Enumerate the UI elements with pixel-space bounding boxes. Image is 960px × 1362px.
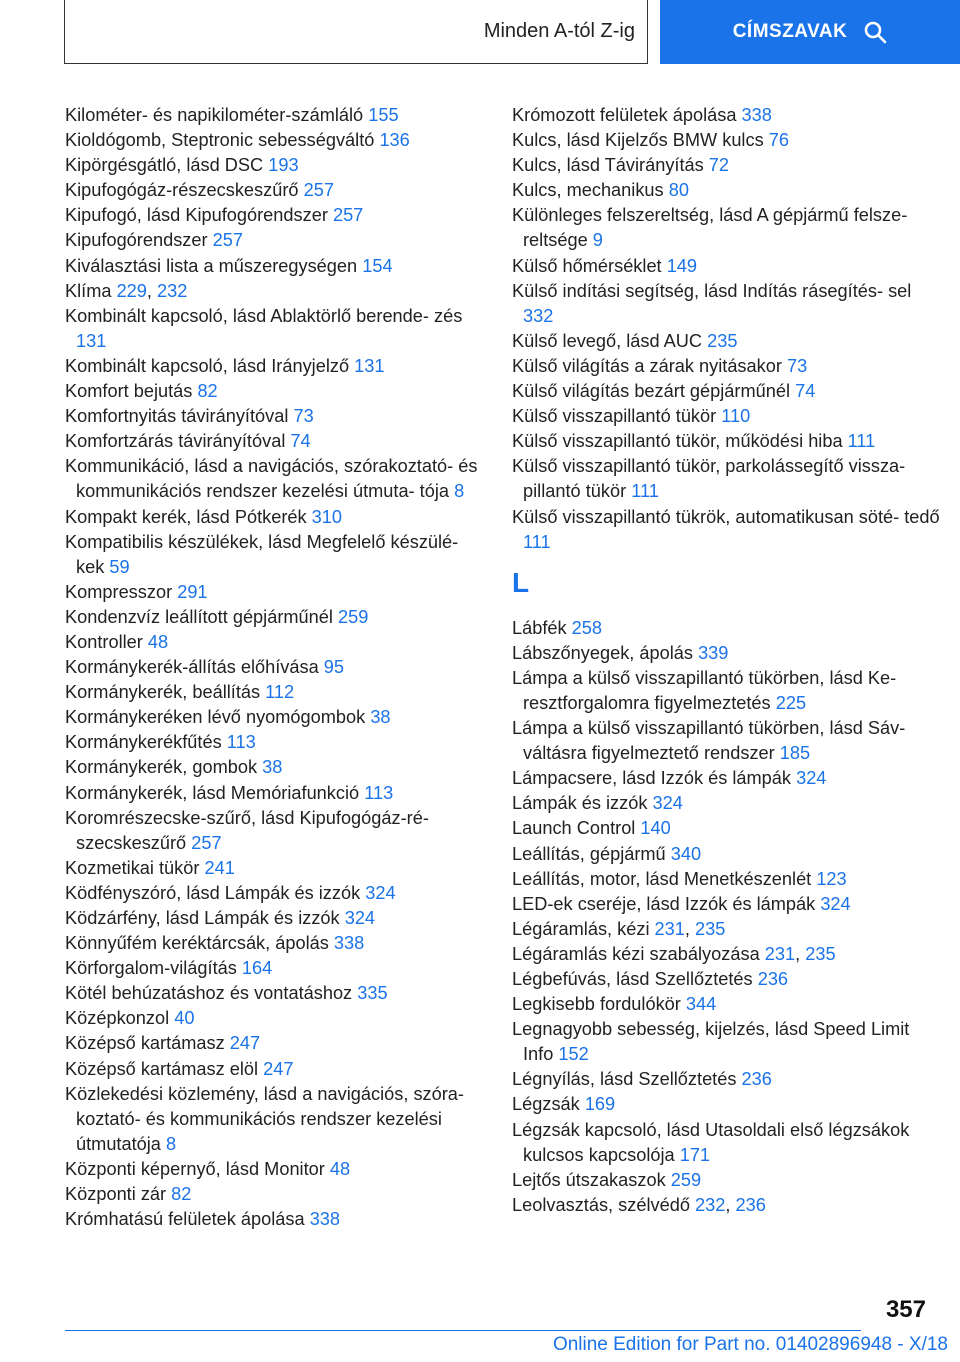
page-link[interactable]: 80 <box>668 180 689 201</box>
page-link[interactable]: 235 <box>707 330 738 351</box>
index-entry <box>512 1092 940 1117</box>
index-entry <box>512 766 940 791</box>
index-entry-text: Központi zár <box>65 1184 167 1205</box>
index-entry-text: Közlekedési közlemény, lásd a navigációs, szóra- koztató- és kommunikációs rendszer kezelési útmutatója <box>65 1083 464 1154</box>
index-entry <box>65 630 485 655</box>
index-entry-text: Lámpa a külső visszapillantó tükörben, lásd Sáv- váltásra figyelmeztető rendszer <box>512 718 906 764</box>
index-entry-text: Középső kartámasz <box>65 1033 225 1054</box>
index-entry-text: Kilométer- és napikilométer-számláló <box>65 105 364 125</box>
index-entry <box>65 153 485 178</box>
index-entry <box>65 680 485 705</box>
index-entry-text: Kormánykerék, lásd Memóriafunkció <box>65 782 360 803</box>
index-entry-text: Kompakt kerék, lásd Pótkerék <box>65 506 307 527</box>
index-entry <box>512 203 940 253</box>
page-link[interactable]: 232 <box>157 280 188 301</box>
page-link[interactable]: 247 <box>229 1033 261 1054</box>
index-entry <box>65 1157 485 1182</box>
tab-keywords[interactable] <box>660 0 960 64</box>
index-entry-text: Légzsák <box>512 1094 580 1115</box>
page-link[interactable]: 40 <box>174 1008 195 1029</box>
index-entry <box>65 655 485 680</box>
footer-edition-link[interactable]: Online Edition for Part no. 01402896948 - X/18 <box>552 1334 948 1355</box>
index-entry <box>512 379 940 404</box>
index-entry <box>512 716 940 766</box>
index-entry <box>65 730 485 755</box>
page-link[interactable]: 48 <box>329 1158 351 1179</box>
index-entry-text: Külső világítás a zárak nyitásakor <box>512 355 782 376</box>
index-entry <box>512 329 940 354</box>
page-link[interactable]: 164 <box>241 958 273 979</box>
index-entry <box>65 429 485 454</box>
page-link[interactable]: 131 <box>354 355 385 376</box>
index-entry-text: Launch Control <box>512 818 636 839</box>
page-link[interactable]: 332 <box>523 305 554 326</box>
index-entry-text: Lámpa a külső visszapillantó tükörben, lásd Ke- resztforgalomra figyelmeztetés <box>512 667 897 713</box>
page-link[interactable]: 155 <box>368 105 399 125</box>
index-entry <box>65 781 485 806</box>
index-entry-text: Kompatibilis készülékek, lásd Megfelelő készülé- kek <box>65 531 459 577</box>
page-link[interactable]: 338 <box>333 933 365 954</box>
section-letter-heading: L <box>512 566 530 598</box>
page-link[interactable]: 169 <box>584 1094 616 1115</box>
index-entry-text: Külső indítási segítség, lásd Indítás rásegítés- sel <box>512 280 912 301</box>
index-entry-text: Kulcs, lásd Kijelzős BMW kulcs <box>512 130 764 151</box>
page-link[interactable]: 73 <box>293 406 314 427</box>
index-entry <box>512 103 940 128</box>
index-entry <box>65 755 485 780</box>
index-entry <box>512 429 940 454</box>
page-link[interactable]: 149 <box>666 255 698 276</box>
tab-a-to-z[interactable] <box>64 0 648 64</box>
index-entry <box>65 530 485 580</box>
index-entry-text: Kozmetikai tükör <box>65 857 200 878</box>
index-entry-text: Kormánykerék-állítás előhívása <box>65 657 319 678</box>
index-entry <box>512 1067 940 1092</box>
index-entry <box>512 867 940 892</box>
index-entry <box>512 505 940 555</box>
page-link[interactable]: 82 <box>171 1184 192 1205</box>
index-entry-text: Különleges felszereltség, lásd A gépjármű felsze- reltsége <box>512 205 908 251</box>
page-link[interactable]: 310 <box>311 506 343 527</box>
index-entry-text: Lábfék <box>512 617 567 638</box>
index-entry-text: Leállítás, motor, lásd Menetkészenlét <box>512 868 812 889</box>
index-entry-text: Lámpák és izzók <box>512 793 648 814</box>
index-entry-text: Krómhatású felületek ápolása <box>65 1209 305 1230</box>
index-entry-text: Kormánykeréken lévő nyomógombok <box>65 707 366 728</box>
page-link[interactable]: 111 <box>631 481 659 502</box>
page-link[interactable]: 113 <box>226 732 256 753</box>
page-link[interactable]: 241 <box>204 857 235 878</box>
index-entry <box>65 1057 485 1082</box>
index-entry-text: Lábszőnyegek, ápolás <box>512 642 693 663</box>
index-entry-text: Leállítás, gépjármű <box>512 843 666 864</box>
page-link[interactable]: 111 <box>847 431 876 452</box>
footer-divider <box>65 1330 861 1331</box>
page-link[interactable]: 171 <box>679 1144 711 1165</box>
index-entry <box>65 354 485 379</box>
page-link[interactable]: 74 <box>795 381 816 402</box>
index-entry <box>65 605 485 630</box>
index-entry: Légáramlás, kézi 231, 235 <box>512 918 726 939</box>
page-link[interactable]: 257 <box>212 230 243 251</box>
index-entry <box>512 892 940 917</box>
page-link[interactable]: 38 <box>262 757 283 778</box>
index-entry <box>65 128 485 153</box>
index-entry-text: Központi képernyő, lásd Monitor <box>65 1158 325 1179</box>
index-entry <box>512 967 940 992</box>
page-link[interactable]: 259 <box>670 1169 702 1190</box>
index-entry-text: Körforgalom-világítás <box>65 958 237 979</box>
index-column-left <box>65 103 485 1232</box>
page-link[interactable]: 338 <box>309 1209 341 1230</box>
index-entry-text: Legnagyobb sebesség, kijelzés, lásd Speed Limit Info <box>512 1019 910 1065</box>
index-entry-text: Kiválasztási lista a műszeregységen <box>65 255 358 276</box>
index-entry <box>512 842 940 867</box>
page-link[interactable]: 185 <box>779 743 811 764</box>
index-entry <box>512 354 940 379</box>
page-link[interactable]: 112 <box>265 682 295 703</box>
index-entry-text: Középső kartámasz elöl <box>65 1058 259 1079</box>
index-entry-text: Légnyílás, lásd Szellőztetés <box>512 1069 737 1090</box>
page-link[interactable]: 236 <box>757 969 789 989</box>
index-entry <box>512 791 940 816</box>
index-entry <box>512 992 940 1017</box>
index-entry-text: Lámpacsere, lásd Izzók és lámpák <box>512 768 792 789</box>
index-entry <box>512 128 940 153</box>
index-entry <box>65 505 485 530</box>
page-link[interactable]: 257 <box>191 832 222 853</box>
page-link[interactable]: 324 <box>344 908 376 928</box>
page-link[interactable]: 324 <box>652 793 683 814</box>
index-entry-text: Középkonzol <box>65 1008 170 1029</box>
index-entry-text: Klíma <box>65 280 112 301</box>
index-entry-text: Lejtős útszakaszok <box>512 1169 666 1190</box>
index-entry-text: Kioldógomb, Steptronic sebességváltó <box>65 130 375 151</box>
index-entry-text: Komfort bejutás <box>65 381 193 402</box>
tab-keywords-label: CÍMSZAVAK <box>732 21 848 42</box>
page-link[interactable]: 236 <box>741 1069 772 1090</box>
index-entry <box>512 279 940 329</box>
page-link[interactable]: 95 <box>323 657 345 678</box>
index-entry-text: Kulcs, mechanikus <box>512 180 664 201</box>
index-entry-text: Külső világítás bezárt gépjárműnél <box>512 381 791 402</box>
index-entry <box>512 1118 940 1168</box>
page-link[interactable]: 82 <box>197 381 218 402</box>
page-link[interactable]: 259 <box>337 606 369 627</box>
page-link[interactable]: 73 <box>786 355 808 376</box>
index-entry-text: Komfortzárás távirányítóval <box>65 431 286 452</box>
index-entry-text: Ködzárfény, lásd Lámpák és izzók <box>65 908 340 928</box>
page-link[interactable]: 235 <box>805 943 836 964</box>
index-entry <box>65 454 485 504</box>
index-column-right <box>512 103 940 1218</box>
index-entry-text: Légzsák kapcsoló, lásd Utasoldali első légzsákok kulcsos kapcsolója <box>512 1119 910 1165</box>
page-link[interactable]: 76 <box>768 130 789 151</box>
index-group-k <box>512 103 940 555</box>
page-link[interactable]: 136 <box>379 130 410 151</box>
page-link[interactable]: 236 <box>735 1194 766 1215</box>
index-entry <box>65 956 485 981</box>
page-link[interactable]: 110 <box>721 406 751 427</box>
index-entry <box>65 1182 485 1207</box>
index-entry-text: Koromrészecske-szűrő, lásd Kipufogógáz-ré- szecskeszűrő <box>65 807 429 853</box>
index-entry <box>65 580 485 605</box>
index-entry-text: Légbefúvás, lásd Szellőztetés <box>512 969 753 989</box>
index-entry <box>512 404 940 429</box>
page-link[interactable]: 113 <box>364 782 394 803</box>
index-entry <box>512 641 940 666</box>
index-entry <box>65 981 485 1006</box>
index-entry-text: Kipufogó, lásd Kipufogórendszer <box>65 205 328 226</box>
index-entry-text: Kommunikáció, lásd a navigációs, szórakoztató- és kommunikációs rendszer kezelési útmuta- tója <box>65 456 478 502</box>
index-entry-text: Légáramlás kézi szabályozása <box>512 943 760 964</box>
page-link[interactable]: 258 <box>571 617 603 638</box>
index-entry-text: Kontroller <box>65 631 143 652</box>
page-link[interactable]: 340 <box>670 843 702 864</box>
page-link[interactable]: 231 <box>764 943 796 964</box>
page-link[interactable]: 232 <box>695 1194 726 1215</box>
page-link[interactable]: 324 <box>796 768 827 789</box>
index-entry <box>65 1207 485 1232</box>
index-entry <box>65 1031 485 1056</box>
index-entry-text: Krómozott felületek ápolása <box>512 105 737 125</box>
index-entry-text: Ködfényszóró, lásd Lámpák és izzók <box>65 882 361 903</box>
index-entry-text: Külső visszapillantó tükör, parkolássegítő vissza- pillantó tükör <box>512 456 906 502</box>
index-entry-text: Kipörgésgátló, lásd DSC <box>65 155 264 176</box>
index-entry <box>65 931 485 956</box>
page-link[interactable]: 74 <box>290 431 311 452</box>
index-entry <box>65 203 485 228</box>
page-link[interactable]: 111 <box>523 531 551 552</box>
index-entry <box>65 1082 485 1157</box>
page-link[interactable]: 335 <box>357 983 388 1004</box>
index-entry <box>65 103 485 128</box>
index-entry: Klíma 229, 232 <box>65 280 188 301</box>
page-link[interactable]: 48 <box>147 631 169 652</box>
page-link[interactable]: 257 <box>332 205 364 226</box>
index-entry <box>512 178 940 203</box>
page-link[interactable]: 339 <box>698 642 729 663</box>
index-entry <box>65 254 485 279</box>
index-entry <box>65 178 485 203</box>
index-entry-text: Kötél behúzatáshoz és vontatáshoz <box>65 983 353 1004</box>
index-entry-text: Kormánykerékfűtés <box>65 732 222 753</box>
index-entry: Leolvasztás, szélvédő 232, 236 <box>512 1194 766 1215</box>
index-entry-text: LED-ek cseréje, lásd Izzók és lámpák <box>512 893 816 914</box>
index-entry-text: Kormánykerék, beállítás <box>65 682 261 703</box>
index-entry-text: Kompresszor <box>65 581 173 602</box>
page-link[interactable]: 247 <box>263 1058 294 1079</box>
page-link[interactable]: 131 <box>76 330 107 351</box>
page-link[interactable]: 231 <box>654 918 685 939</box>
page-link[interactable]: 154 <box>362 255 393 276</box>
page-link[interactable]: 235 <box>695 918 726 939</box>
page-link[interactable]: 123 <box>816 868 847 889</box>
index-entry: Légáramlás kézi szabályozása 231, 235 <box>512 943 836 964</box>
page-link[interactable]: 229 <box>116 280 147 301</box>
page-link[interactable]: 291 <box>177 581 208 602</box>
index-entry <box>65 881 485 906</box>
index-entry-text: Kondenzvíz leállított gépjárműnél <box>65 606 333 627</box>
index-entry-text: Külső visszapillantó tükör, működési hiba <box>512 431 843 452</box>
index-entry-text: Könnyűfém keréktárcsák, ápolás <box>65 933 329 954</box>
index-entry <box>512 1168 940 1193</box>
page-link[interactable]: 8 <box>454 481 465 502</box>
page-link[interactable]: 140 <box>640 818 671 839</box>
index-entry-text: Külső visszapillantó tükör <box>512 406 717 427</box>
index-entry <box>65 705 485 730</box>
tab-a-to-z-label: Minden A-tól Z-ig <box>483 20 635 42</box>
index-entry <box>512 616 940 641</box>
index-entry-text: Kombinált kapcsoló, lásd Ablaktörlő berende- zés <box>65 305 463 326</box>
index-entry <box>65 379 485 404</box>
index-entry <box>65 404 485 429</box>
index-entry-text: Külső hőmérséklet <box>512 255 662 276</box>
page-link[interactable]: 344 <box>685 994 717 1015</box>
index-entry <box>512 666 940 716</box>
index-entry-text: Legkisebb fordulókör <box>512 994 681 1015</box>
index-entry-text: Légáramlás, kézi <box>512 918 650 939</box>
page-link[interactable]: 193 <box>268 155 299 176</box>
page-link[interactable]: 257 <box>303 180 334 201</box>
page-link[interactable]: 338 <box>741 105 772 125</box>
index-entry-text: Külső visszapillantó tükrök, automatikusan söté- tedő <box>512 506 940 527</box>
index-entry-text: Kipufogórendszer <box>65 230 208 251</box>
page-link[interactable]: 59 <box>109 556 130 577</box>
index-entry <box>65 856 485 881</box>
index-entry <box>512 254 940 279</box>
index-entry-text: Kulcs, lásd Távirányítás <box>512 155 704 176</box>
page-link[interactable]: 324 <box>365 882 396 903</box>
index-entry <box>512 153 940 178</box>
index-entry <box>65 806 485 856</box>
index-entry <box>512 1017 940 1067</box>
index-group-l <box>512 616 940 1218</box>
index-entry <box>65 1006 485 1031</box>
page-link[interactable]: 8 <box>166 1133 177 1154</box>
index-entry <box>65 228 485 253</box>
index-entry-text: Külső levegő, lásd AUC <box>512 330 703 351</box>
index-entry <box>512 454 940 504</box>
index-entry-text: Komfortnyitás távirányítóval <box>65 406 289 427</box>
index-entry-text: Kombinált kapcsoló, lásd Irányjelző <box>65 355 350 376</box>
page-link[interactable]: 72 <box>708 155 730 176</box>
page-link[interactable]: 152 <box>558 1044 589 1065</box>
index-entry <box>65 906 485 931</box>
page-number: 357 <box>885 1296 926 1323</box>
index-entry <box>512 816 940 841</box>
index-entry-text: Kormánykerék, gombok <box>65 757 258 778</box>
page-link[interactable]: 324 <box>820 893 851 914</box>
page-link[interactable]: 38 <box>370 707 391 728</box>
page-link[interactable]: 9 <box>592 230 603 251</box>
index-entry-text: Leolvasztás, szélvédő <box>512 1194 690 1215</box>
page-link[interactable]: 225 <box>775 692 807 713</box>
index-entry <box>65 304 485 354</box>
search-icon <box>863 20 887 44</box>
index-entry-text: Kipufogógáz-részecskeszűrő <box>65 180 299 201</box>
